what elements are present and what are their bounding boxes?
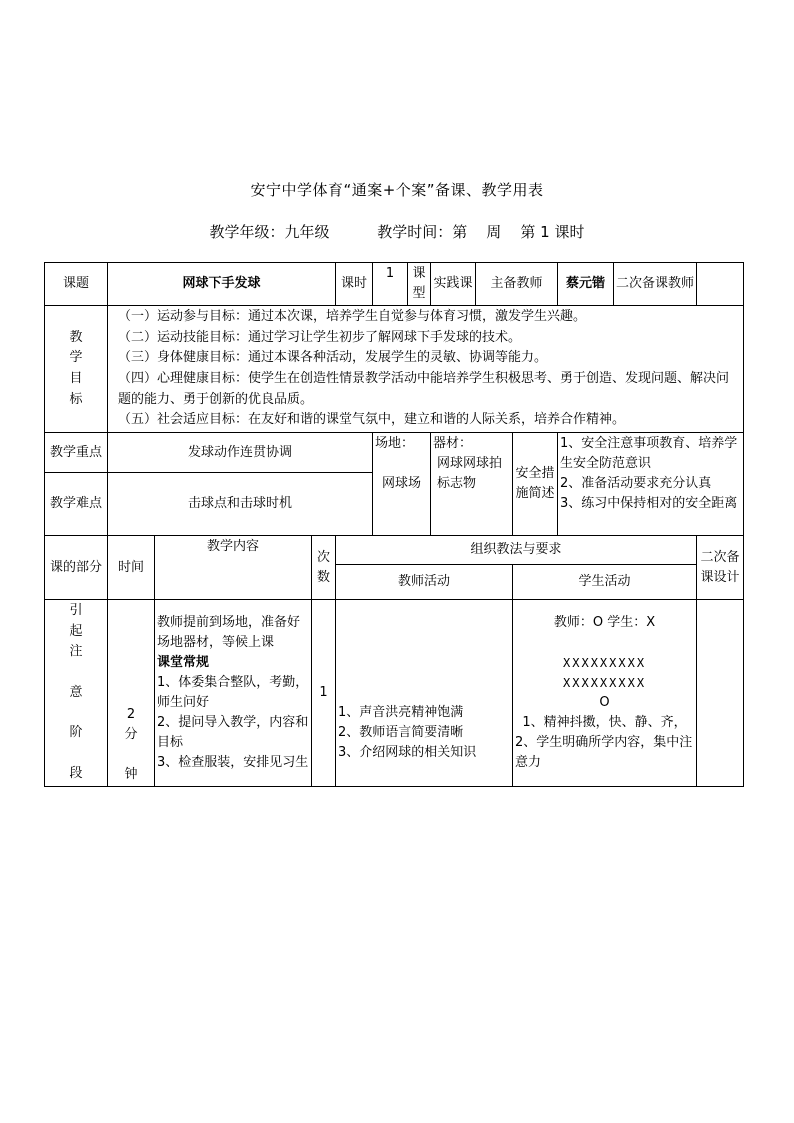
teacher-item: 2、教师语言简要清晰	[338, 725, 464, 740]
header-part: 课的部分	[45, 536, 108, 600]
goal-item: （一）运动参与目标：通过本次课，培养学生自觉参与体育习惯，激发学生兴趣。	[118, 309, 587, 325]
equipment-label: 器材：	[433, 436, 473, 451]
intro-time: 2 分 钟	[108, 600, 155, 787]
intro-student-activity	[513, 600, 697, 787]
goal-item: （四）心理健康目标：使学生在创造性情景教学活动中能培养学生积极思考、勇于创造、发现问题、解决问题的能力、勇于创新的优良品质。	[118, 371, 730, 407]
student-item: 2、学生明确所学内容，集中注意力	[515, 735, 693, 770]
safety-item: 1、安全注意事项教育、培养学生安全防范意识	[560, 436, 738, 471]
equipment-value: 网球网球拍标志物	[437, 456, 503, 491]
formation-legend: 教师：O 学生：X	[553, 615, 656, 630]
grade-label: 教学年级：九年级	[209, 223, 330, 241]
header-count: 次数	[312, 536, 336, 600]
intro-section-row	[45, 600, 744, 787]
key-point-row	[45, 433, 744, 473]
second-teacher-value	[697, 263, 744, 306]
safety-label: 安全措施简述	[513, 433, 558, 536]
section-header-row	[45, 536, 744, 565]
intro-content	[155, 600, 312, 787]
routine-item: 1、体委集合整队，考勤，师生问好	[157, 675, 309, 710]
goal-item: （二）运动技能目标：通过学习让学生初步了解网球下手发球的技术。	[118, 329, 522, 345]
topic-label: 课题	[45, 263, 108, 306]
document-subtitle	[0, 221, 794, 242]
key-point-label: 教学重点	[45, 433, 108, 473]
venue-value: 网球场	[381, 476, 421, 491]
intro-second-design	[697, 600, 744, 787]
teacher-label: 主备教师	[476, 263, 558, 306]
header-student-activity: 学生活动	[513, 565, 697, 600]
teacher-item: 1、声音洪亮精神饱满	[338, 705, 464, 720]
safety-item: 3、练习中保持相对的安全距离	[560, 496, 738, 511]
lesson-plan-table	[44, 262, 744, 787]
period-value: 1	[373, 263, 408, 306]
header-org: 组织教法与要求	[336, 536, 697, 565]
period-label: 课时	[336, 263, 373, 306]
venue-cell	[373, 433, 431, 536]
routine-item: 3、检查服装，安排见习生	[157, 755, 309, 770]
type-label: 课型	[408, 263, 431, 306]
routine-item: 2、提问导入教学，内容和目标	[157, 715, 309, 750]
student-item: 1、精神抖擞，快、静、齐，	[522, 715, 687, 730]
difficulty-value: 击球点和击球时机	[108, 473, 373, 536]
key-point-value: 发球动作连贯协调	[108, 433, 373, 473]
goals-row	[45, 306, 744, 433]
equipment-cell	[431, 433, 513, 536]
formation-row: XXXXXXXXX	[563, 656, 647, 670]
topic-row	[45, 263, 744, 306]
second-teacher-label: 二次备课教师	[614, 263, 697, 306]
header-time: 时间	[108, 536, 155, 600]
safety-item: 2、准备活动要求充分认真	[560, 476, 712, 491]
type-value: 实践课	[431, 263, 476, 306]
routine-title: 课堂常规	[157, 655, 210, 670]
goals-content	[108, 306, 744, 433]
teacher-value: 蔡元锴	[558, 263, 614, 306]
intro-part-label: 引 起 注 意 阶 段	[45, 600, 108, 787]
document-title: 安宁中学体育“通案+个案”备课、教学用表	[250, 181, 544, 199]
time-label: 教学时间：第 周 第 1 课时	[377, 223, 585, 241]
header-second: 二次备课设计	[697, 536, 744, 600]
intro-content-line: 教师提前到场地，准备好场地器材，等候上课	[157, 615, 301, 650]
intro-teacher-activity	[336, 600, 513, 787]
header-content: 教学内容	[155, 536, 312, 600]
goal-item: （三）身体健康目标：通过本课各种活动，发展学生的灵敏、协调等能力。	[118, 350, 548, 366]
teacher-position: O	[599, 695, 610, 710]
intro-count: 1	[312, 600, 336, 787]
header-teacher-activity: 教师活动	[336, 565, 513, 600]
teacher-item: 3、介绍网球的相关知识	[338, 745, 477, 760]
safety-content	[558, 433, 744, 536]
formation-row: XXXXXXXXX	[563, 676, 647, 690]
goal-item: （五）社会适应目标：在友好和谐的课堂气氛中，建立和谐的人际关系，培养合作精神。	[118, 412, 626, 428]
goals-label: 教 学 目 标	[45, 306, 108, 433]
topic-value: 网球下手发球	[108, 263, 336, 306]
difficulty-label: 教学难点	[45, 473, 108, 536]
venue-label: 场地：	[375, 436, 415, 451]
